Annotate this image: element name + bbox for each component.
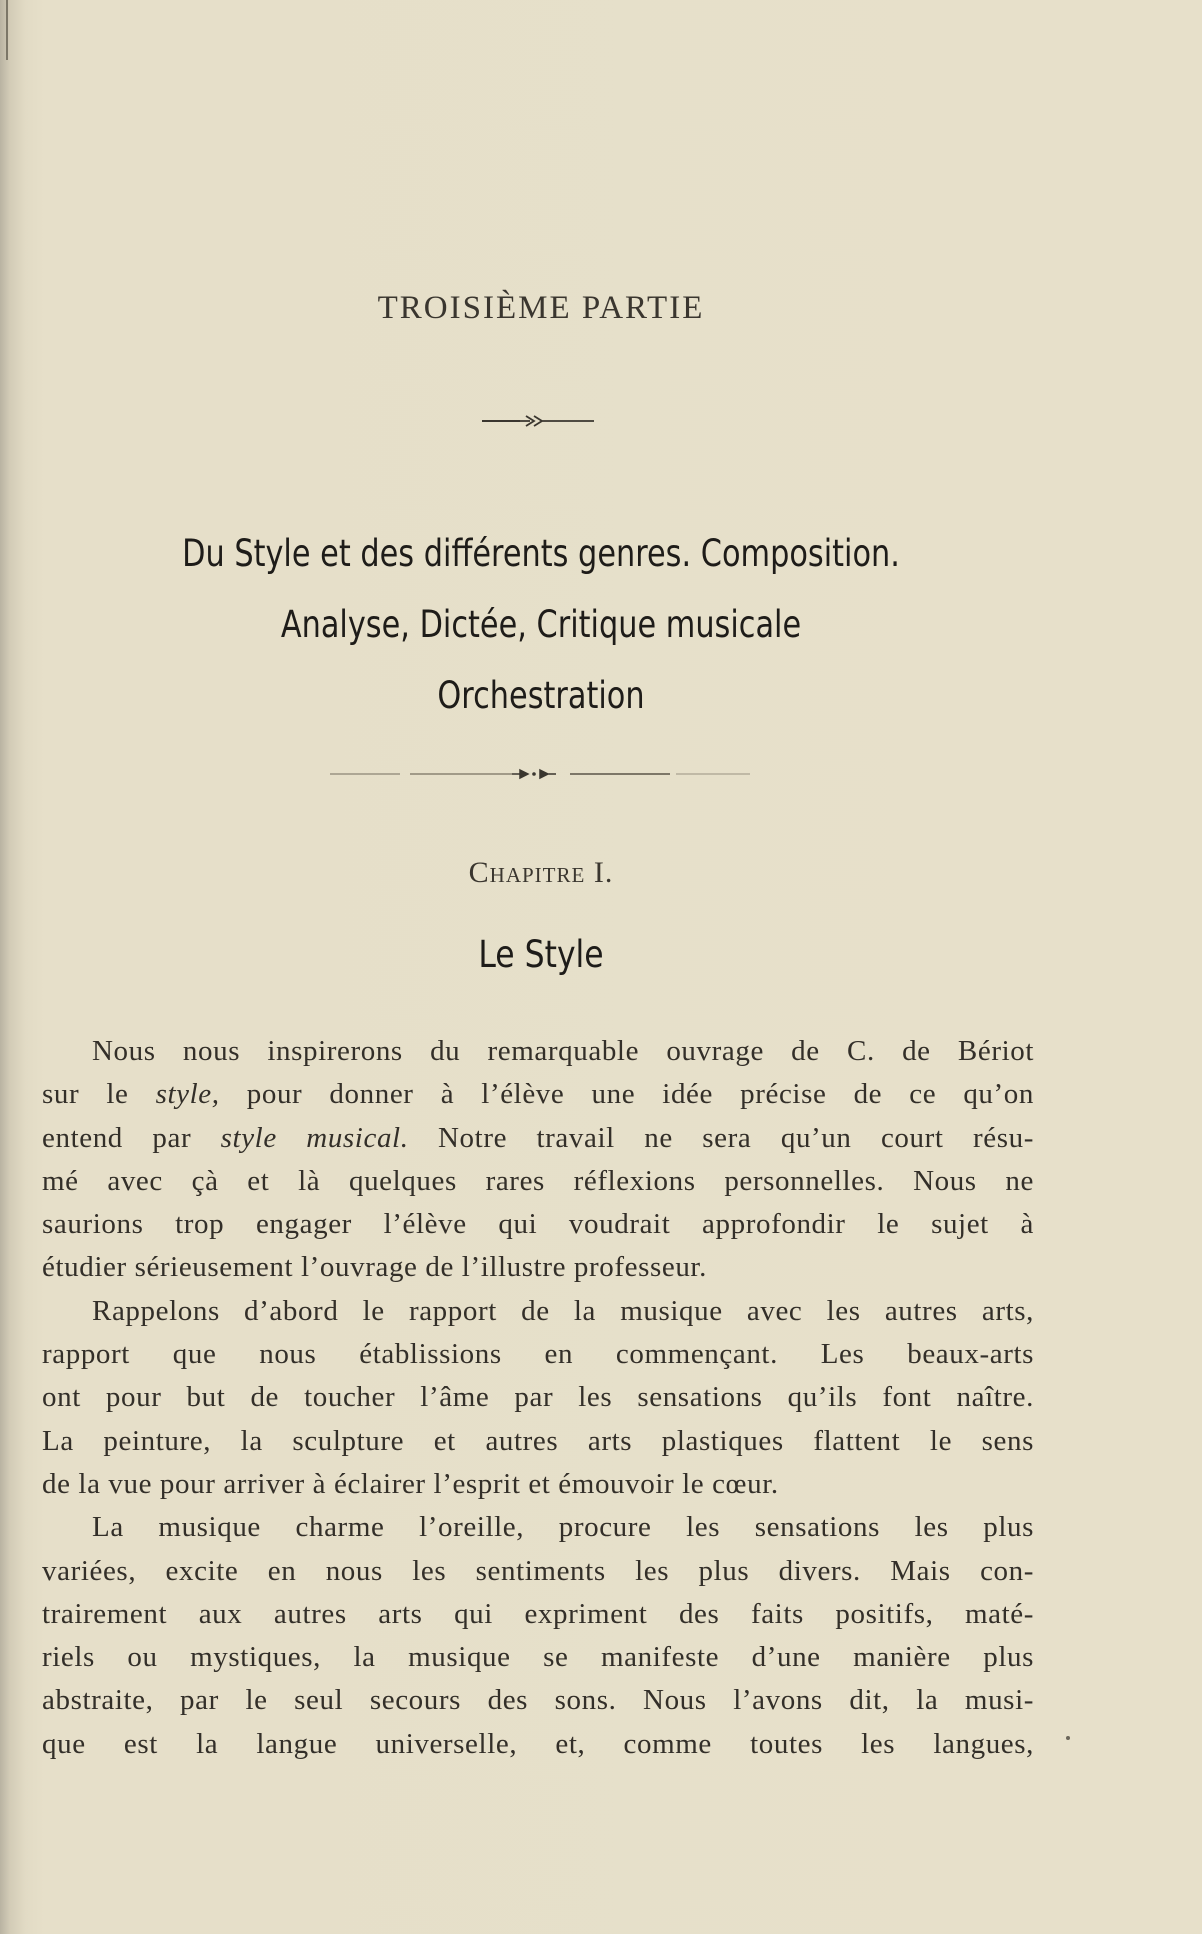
text-run: rapport que nous établissions en commençant. Les beaux-arts bbox=[42, 1338, 1034, 1371]
margin-mark bbox=[1066, 1736, 1070, 1740]
text-run: abstraite, par le seul secours des sons. Nous l’avons dit, la musi- bbox=[42, 1684, 1034, 1717]
text-line bbox=[42, 1117, 1034, 1160]
text-run: pour donner à l’élève une idée précise de ce qu’on bbox=[219, 1078, 1034, 1111]
text-run: riels ou mystiques, la musique se manifeste d’une manière plus bbox=[42, 1641, 1034, 1674]
text-line bbox=[42, 1463, 1034, 1506]
text-line bbox=[42, 1636, 1034, 1679]
section-title-line-2: Analyse, Dictée, Critique musicale bbox=[280, 603, 802, 646]
text-run: saurions trop engager l’élève qui voudrait approfondir le sujet à bbox=[42, 1208, 1034, 1241]
text-line bbox=[42, 1246, 1034, 1289]
text-line bbox=[42, 1679, 1034, 1722]
text-run: La peinture, la sculpture et autres arts plastiques flattent le sens bbox=[42, 1424, 1034, 1457]
text-line bbox=[42, 1723, 1034, 1766]
part-title: TROISIÈME PARTIE bbox=[377, 290, 705, 326]
page-edge-mark bbox=[6, 0, 8, 60]
ornament-divider-top bbox=[482, 412, 594, 430]
text-line bbox=[42, 1290, 1034, 1333]
text-run: variées, excite en nous les sentiments les plus divers. Mais con- bbox=[42, 1554, 1034, 1587]
ornament-divider-bottom bbox=[330, 766, 750, 782]
text-line bbox=[42, 1333, 1034, 1376]
chapter-label: Chapitre I. bbox=[468, 856, 614, 889]
emphasis-run: style musical. bbox=[220, 1121, 409, 1154]
text-line bbox=[42, 1073, 1034, 1116]
text-run: mé avec çà et là quelques rares réflexions personnelles. Nous ne bbox=[42, 1164, 1034, 1197]
text-run: étudier sérieusement l’ouvrage de l’illustre professeur. bbox=[42, 1251, 707, 1284]
text-line bbox=[42, 1506, 1034, 1549]
emphasis-run: style, bbox=[155, 1078, 220, 1111]
text-line bbox=[42, 1593, 1034, 1636]
text-line bbox=[42, 1420, 1034, 1463]
chapter-title: Le Style bbox=[478, 933, 604, 976]
text-run: trairement aux autres arts qui expriment des faits positifs, maté- bbox=[42, 1597, 1034, 1630]
text-run: La musique charme l’oreille, procure les sensations les plus bbox=[92, 1511, 1034, 1544]
text-run: Nous nous inspirerons du remarquable ouvrage de C. de Bériot bbox=[92, 1035, 1034, 1067]
text-run: Notre travail ne sera qu’un court résu- bbox=[408, 1121, 1034, 1154]
text-run: entend par bbox=[42, 1121, 221, 1154]
text-line bbox=[42, 1376, 1034, 1419]
text-run: que est la langue universelle, et, comme toutes les langues, bbox=[42, 1727, 1034, 1760]
section-title-line-3: Orchestration bbox=[437, 674, 645, 717]
text-run: ont pour but de toucher l’âme par les sensations qu’ils font naître. bbox=[42, 1381, 1034, 1414]
section-title bbox=[97, 518, 984, 731]
text-run: sur le bbox=[42, 1078, 156, 1111]
text-line bbox=[42, 1550, 1034, 1593]
body-text bbox=[42, 1030, 1034, 1766]
text-run: Rappelons d’abord le rapport de la musique avec les autres arts, bbox=[92, 1294, 1034, 1327]
text-line bbox=[42, 1160, 1034, 1203]
text-run: de la vue pour arriver à éclairer l’esprit et émouvoir le cœur. bbox=[42, 1467, 779, 1500]
section-title-line-1: Du Style et des différents genres. Composition. bbox=[182, 532, 900, 575]
text-line bbox=[42, 1030, 1034, 1073]
text-line bbox=[42, 1203, 1034, 1246]
